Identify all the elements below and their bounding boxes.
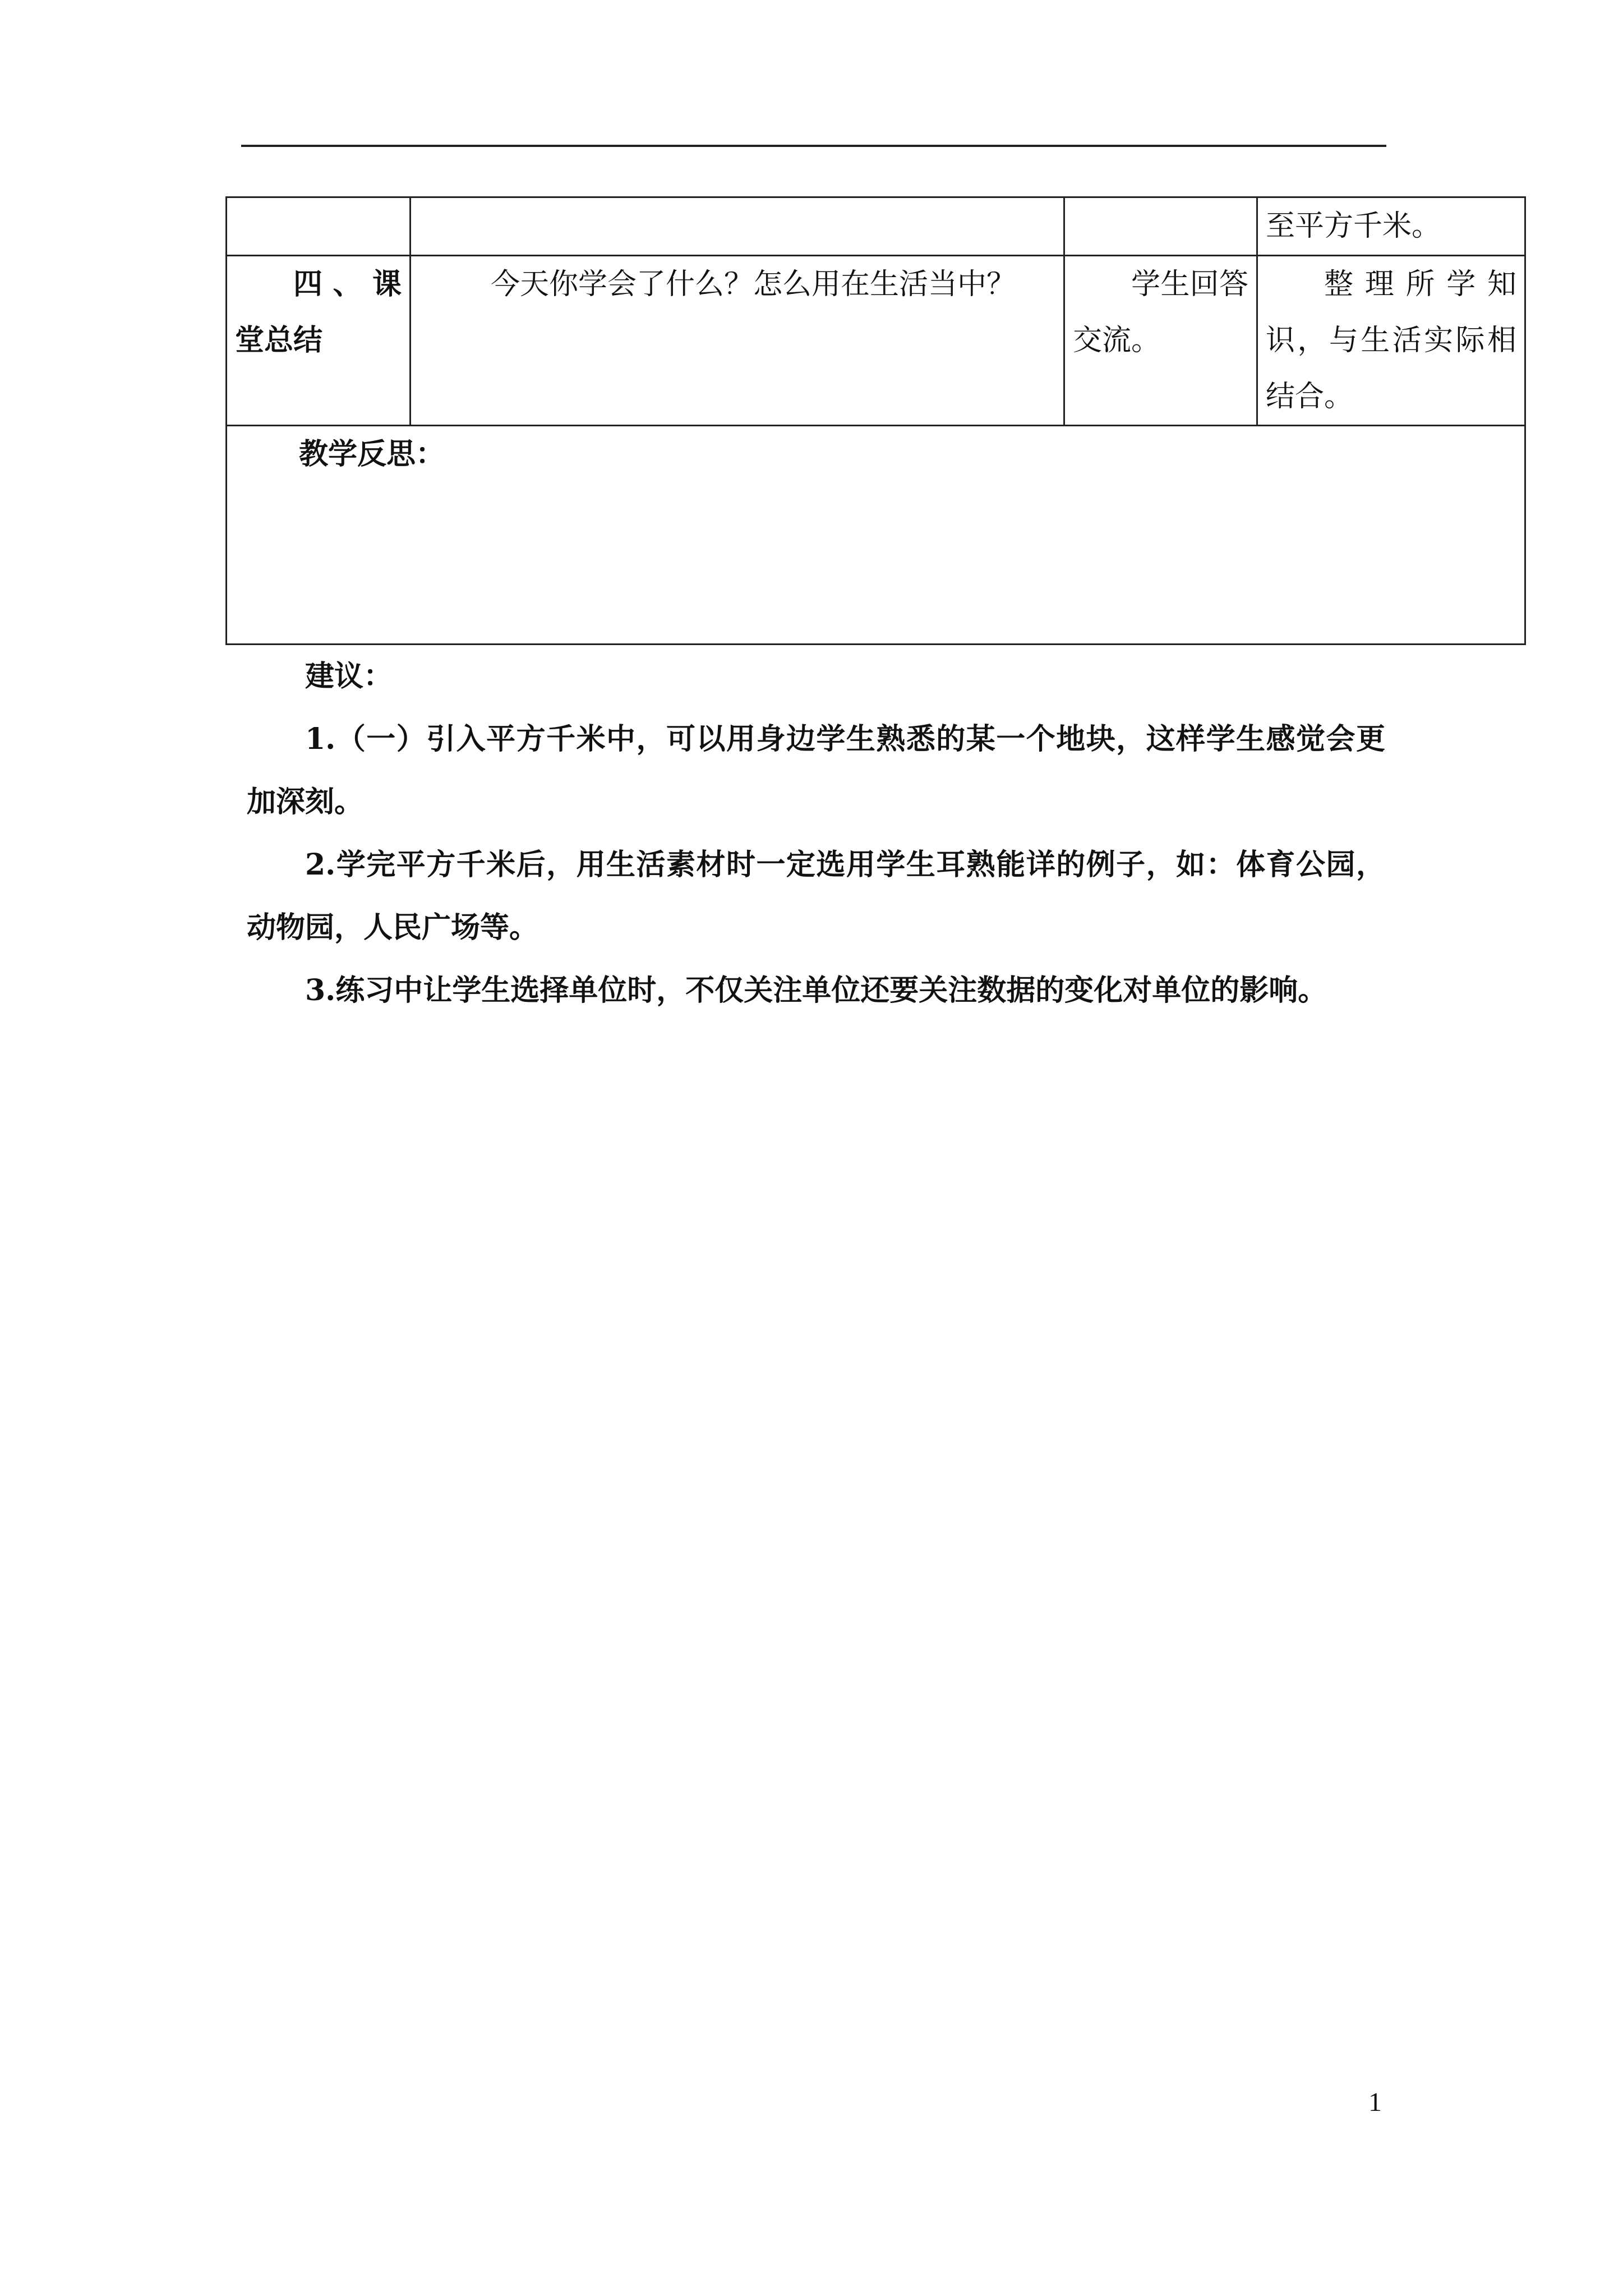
advice-section (247, 645, 1385, 1022)
advice-heading: 建议： (305, 659, 393, 693)
table-row (227, 197, 1525, 256)
lesson-table (225, 196, 1526, 645)
advice-item: 1.（一）引入平方千米中，可以用身边学生熟悉的某一个地块，这样学生感觉会更加深刻。 (247, 722, 1385, 819)
student-activity: 学生回答交流。 (1073, 268, 1248, 357)
table-cell (1257, 256, 1525, 426)
reflection-label: 教学反思： (299, 437, 445, 471)
table-cell (1064, 256, 1257, 426)
table-row (227, 256, 1525, 426)
advice-item: 2.学完平方千米后，用生活素材时一定选用学生耳熟能详的例子，如：体育公园，动物园，人民广场等。 (247, 848, 1385, 945)
page-number: 1 (1368, 2087, 1382, 2117)
summary-question: 今天你学会了什么？怎么用在生活当中？ (491, 268, 1016, 301)
table-cell (411, 197, 1064, 256)
design-intent: 整理所学知识，与生活实际相结合。 (1266, 268, 1516, 413)
table-cell (1257, 197, 1525, 256)
table-cell (227, 197, 411, 256)
advice-item: 3.练习中让学生选择单位时，不仅关注单位还要关注数据的变化对单位的影响。 (305, 973, 1327, 1007)
table-cell (227, 256, 411, 426)
header-rule (241, 145, 1386, 147)
table-cell (411, 256, 1064, 426)
section-heading: 四、课堂总结 (235, 267, 402, 357)
table-cell (1064, 197, 1257, 256)
cell-text: 至平方千米。 (1266, 209, 1441, 243)
table-row (227, 426, 1525, 645)
reflection-cell (227, 426, 1525, 645)
